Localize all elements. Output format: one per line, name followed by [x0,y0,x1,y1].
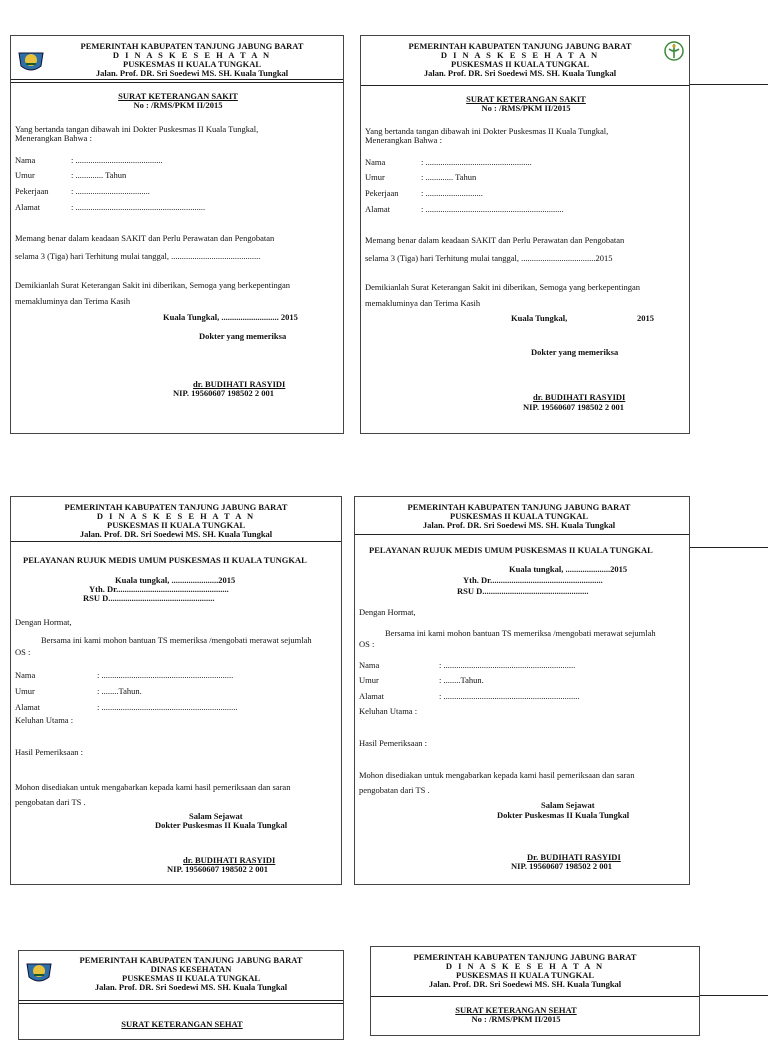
place-year: 2015 [637,313,654,323]
field-value-alamat: : ................................................................ [97,702,238,712]
signer-role: Dokter yang memeriksa [531,347,619,357]
header-line-4: Jalan. Prof. DR. Sri Soedewi MS. SH. Kuala Tungkal [422,520,616,530]
header-divider [11,541,342,542]
card-rujukan-right [354,496,690,885]
body-text: selama 3 (Tiga) hari Terhitung mulai tanggal, .......................................... [15,251,261,261]
signer-name: Dr. BUDIHATI RASYIDI [527,852,621,862]
salutation: Dengan Hormat, [359,607,416,617]
body-text: Bersama ini kami mohon bantuan TS memeriksa /mengobati merawat sejumlah [385,628,656,638]
header-divider [371,996,700,997]
signer-nip: NIP. 19560607 198502 2 001 [511,861,612,871]
intro-text: Yang bertanda tangan dibawah ini Dokter Puskesmas II Kuala Tungkal, [365,126,609,136]
place-date: Kuala Tungkal, ........................... 2015 [163,312,298,322]
field-value-umur: : ............. Tahun [421,172,477,182]
body-text: Demikianlah Surat Keterangan Sakit ini diberikan, Semoga yang berkepentingan [15,280,290,290]
doc-title: SURAT KETERANGAN SAKIT [466,94,586,104]
header-divider [19,1000,344,1001]
body-text: selama 3 (Tiga) hari Terhitung mulai tanggal, ...................................2015 [365,253,613,263]
body-text: memakluminya dan Terima Kasih [15,296,131,306]
field-label-pekerjaan: Pekerjaan [365,188,399,198]
header-line-1: PEMERINTAH KABUPATEN TANJUNG JABUNG BARAT [413,952,637,962]
header-line-1: PEMERINTAH KABUPATEN TANJUNG JABUNG BARAT [79,955,303,965]
field-label-umur: Umur [359,675,379,685]
header-line-1: PEMERINTAH KABUPATEN TANJUNG JABUNG BARAT [408,41,632,51]
header-line-2: DINAS KESEHATAN [150,964,232,974]
closing-role: Dokter Puskesmas II Kuala Tungkal [155,820,288,830]
header-divider [355,534,690,535]
field-value-nama: : .............................................................. [439,660,576,670]
body-text: memakluminya dan Terima Kasih [365,298,481,308]
body-text: Demikianlah Surat Keterangan Sakit ini diberikan, Semoga yang berkepentingan [365,282,640,292]
header-line-4: Jalan. Prof. DR. Sri Soedewi MS. SH. Kuala Tungkal [95,68,289,78]
body-text: OS : [15,647,31,657]
header-line-2: D I N A S K E S E H A T A N [96,511,256,521]
header-line-4: Jalan. Prof. DR. Sri Soedewi MS. SH. Kuala Tungkal [423,68,617,78]
body-text: Mohon disediakan untuk mengabarkan kepada kami hasil pemeriksaan dan saran [359,770,635,780]
doc-title: SURAT KETERANGAN SAKIT [118,91,238,101]
closing-role: Dokter Puskesmas II Kuala Tungkal [497,810,630,820]
header-divider-extension [690,547,768,548]
header-line-3: PUSKESMAS II KUALA TUNGKAL [123,59,261,69]
place-date: Kuala Tungkal, [511,313,568,323]
card-surat-sakit-right [360,35,690,434]
field-value-umur: : ............. Tahun [71,170,127,180]
field-label-alamat: Alamat [15,202,41,212]
field-label-umur: Umur [15,170,35,180]
doc-title: SURAT KETERANGAN SEHAT [455,1005,577,1015]
header-line-1: PEMERINTAH KABUPATEN TANJUNG JABUNG BARAT [80,41,304,51]
header-divider [19,1003,344,1004]
header-line-1: PEMERINTAH KABUPATEN TANJUNG JABUNG BARAT [64,502,288,512]
signer-nip: NIP. 19560607 198502 2 001 [523,402,624,412]
header-line-4: Jalan. Prof. DR. Sri Soedewi MS. SH. Kuala Tungkal [428,979,622,989]
signer-nip: NIP. 19560607 198502 2 001 [173,388,274,398]
signer-name: dr. BUDIHATI RASYIDI [183,855,276,865]
field-label-nama: Nama [15,670,36,680]
body-text: pengobatan dari TS . [15,797,86,807]
field-label-umur: Umur [15,686,35,696]
field-label-keluhan: Keluhan Utama : [359,706,418,716]
header-divider [11,82,344,83]
closing: Salam Sejawat [189,811,243,821]
header-line-2: D I N A S K E S E H A T A N [112,50,272,60]
field-value-pekerjaan: : ................................... [71,186,150,196]
body-text: Bersama ini kami mohon bantuan TS memeriksa /mengobati merawat sejumlah [41,635,312,645]
recipient-doctor: Yth. Dr..................................................... [89,584,229,594]
header-divider [11,79,344,80]
field-label-pekerjaan: Pekerjaan [15,186,49,196]
field-label-keluhan: Keluhan Utama : [15,715,74,725]
recipient-hospital: RSU D.................................................. [457,586,589,596]
card-surat-sakit-left [10,35,344,434]
salutation: Dengan Hormat, [15,617,72,627]
header-line-4: Jalan. Prof. DR. Sri Soedewi MS. SH. Kuala Tungkal [94,982,288,992]
card-rujukan-left [10,496,342,885]
field-label-nama: Nama [15,155,36,165]
field-value-nama: : .................................................. [421,157,532,167]
field-label-alamat: Alamat [359,691,385,701]
field-value-umur: : ........Tahun. [439,675,484,685]
header-line-3: PUSKESMAS II KUALA TUNGKAL [122,973,260,983]
field-value-alamat: : ............................................................. [71,202,206,212]
body-text: pengobatan dari TS . [359,785,430,795]
header-divider-extension [700,995,768,996]
header-divider [361,85,690,86]
card-surat-sehat-left [18,950,344,1040]
header-line-4: Jalan. Prof. DR. Sri Soedewi MS. SH. Kuala Tungkal [79,529,273,539]
signer-name: dr. BUDIHATI RASYIDI [533,392,626,402]
header-line-2: D I N A S K E S E H A T A N [440,50,600,60]
doc-title: PELAYANAN RUJUK MEDIS UMUM PUSKESMAS II KUALA TUNGKAL [369,545,653,555]
field-label-hasil: Hasil Pemeriksaan : [359,738,427,748]
doc-title: PELAYANAN RUJUK MEDIS UMUM PUSKESMAS II KUALA TUNGKAL [23,555,307,565]
field-label-umur: Umur [365,172,385,182]
recipient-hospital: RSU D.................................................. [83,593,215,603]
intro-text: Menerangkan Bahwa : [15,133,92,143]
place-date: Kuala tungkal, .....................2015 [509,564,628,574]
field-value-nama: : ......................................... [71,155,163,165]
intro-text: Menerangkan Bahwa : [365,135,442,145]
field-label-nama: Nama [359,660,380,670]
header-line-1: PEMERINTAH KABUPATEN TANJUNG JABUNG BARAT [407,502,631,512]
recipient-doctor: Yth. Dr..................................................... [463,575,603,585]
doc-number: No : /RMS/PKM II/2015 [133,100,223,110]
field-value-umur: : ........Tahun. [97,686,142,696]
signer-nip: NIP. 19560607 198502 2 001 [167,864,268,874]
header-line-3: PUSKESMAS II KUALA TUNGKAL [456,970,594,980]
header-line-3: PUSKESMAS II KUALA TUNGKAL [450,511,588,521]
field-label-alamat: Alamat [365,204,391,214]
field-value-alamat: : ................................................................ [439,691,580,701]
header-line-3: PUSKESMAS II KUALA TUNGKAL [107,520,245,530]
field-label-nama: Nama [365,157,386,167]
field-value-nama: : .............................................................. [97,670,234,680]
field-value-pekerjaan: : ........................... [421,188,483,198]
field-value-alamat: : ................................................................. [421,204,564,214]
card-surat-sehat-right [370,946,700,1036]
doc-number: No : /RMS/PKM II/2015 [481,103,571,113]
signer-name: dr. BUDIHATI RASYIDI [193,379,286,389]
body-text: Memang benar dalam keadaan SAKIT dan Perlu Perawatan dan Pengobatan [15,233,275,243]
header-line-2: D I N A S K E S E H A T A N [445,961,605,971]
doc-number: No : /RMS/PKM II/2015 [471,1014,561,1024]
place-date: Kuala tungkal, ......................2015 [115,575,236,585]
header-line-3: PUSKESMAS II KUALA TUNGKAL [451,59,589,69]
intro-text: Yang bertanda tangan dibawah ini Dokter Puskesmas II Kuala Tungkal, [15,124,259,134]
body-text: Memang benar dalam keadaan SAKIT dan Perlu Perawatan dan Pengobatan [365,235,625,245]
field-label-hasil: Hasil Pemeriksaan : [15,747,83,757]
signer-role: Dokter yang memeriksa [199,331,287,341]
body-text: Mohon disediakan untuk mengabarkan kepada kami hasil pemeriksaan dan saran [15,782,291,792]
header-divider-extension [690,84,768,85]
doc-title: SURAT KETERANGAN SEHAT [121,1019,243,1029]
field-label-alamat: Alamat [15,702,41,712]
body-text: OS : [359,639,375,649]
closing: Salam Sejawat [541,800,595,810]
